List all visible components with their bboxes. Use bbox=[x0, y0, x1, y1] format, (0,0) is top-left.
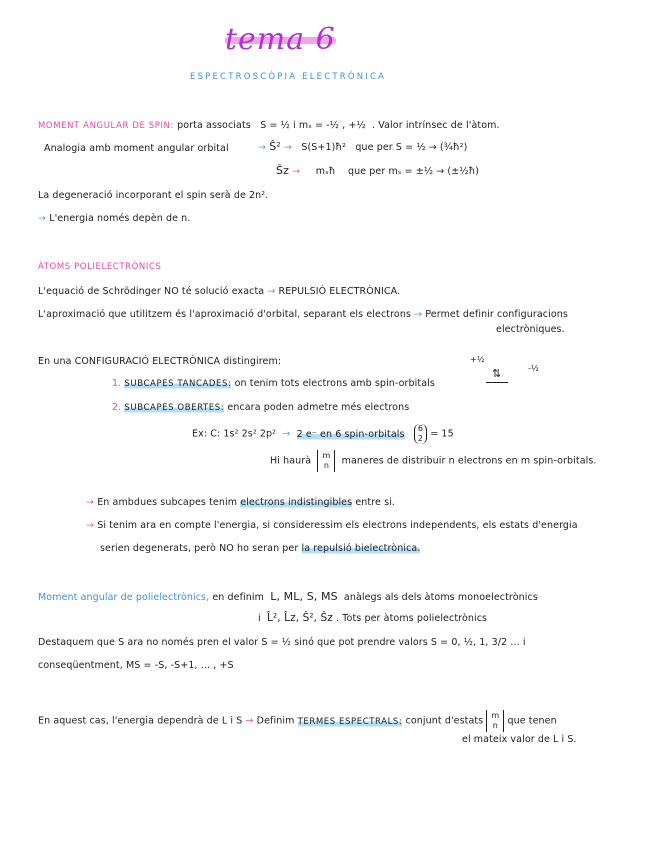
open-subshells-label: SUBCAPES OBERTES: bbox=[124, 403, 225, 413]
closed-subshells-label: SUBCAPES TANCADES: bbox=[124, 379, 232, 389]
binomial: m n bbox=[486, 710, 504, 732]
closed-subshells-line: 1. SUBCAPES TANCADES: on tenim tots electrons amb spin-orbitals bbox=[112, 378, 435, 389]
bullet-energy-cont: serien degenerats, però NO ho seran per la repulsió bielectrònica. bbox=[100, 543, 421, 554]
energy-line: → L'energia només depèn de n. bbox=[38, 213, 191, 224]
spin-values: S = ½ i mₛ = -½ , +½ bbox=[260, 120, 366, 131]
polyelectronic-heading: ÀTOMS POLIELECTRÒNICS bbox=[38, 262, 162, 272]
analogy-line: Analogia amb moment angular orbital bbox=[44, 143, 229, 154]
arrow-icon: → bbox=[258, 142, 267, 153]
spin-minus-label: -½ bbox=[528, 364, 539, 373]
arrow-icon: → bbox=[292, 166, 301, 177]
spin-line-1: MOMENT ANGULAR DE SPIN: porta associats S = ½ i mₛ = -½ , +½ . Valor intrínsec de l'àtom. bbox=[38, 120, 500, 131]
polyelectronic-angular-line-2: i L̂², L̂z, Ŝ², Ŝz . Tots per àtoms polielectrònics bbox=[258, 612, 488, 624]
sz-equation: Ŝz → mₛħ que per mₛ = ±½ → (±½ħ) bbox=[276, 164, 480, 177]
config-intro: En una CONFIGURACIÓ ELECTRÒNICA distingirem: bbox=[38, 356, 282, 367]
page-title: tema 6 bbox=[225, 22, 336, 57]
arrow-icon: → bbox=[267, 286, 276, 297]
orbital-approx-line-cont: electròniques. bbox=[496, 324, 565, 335]
carbon-example: Ex: C: 1s² 2s² 2p² → 2 e⁻ en 6 spin-orbitals 6 2 = 15 bbox=[192, 424, 454, 443]
arrow-icon: → bbox=[86, 520, 95, 531]
spectral-terms-line-cont: el mateix valor de L i S. bbox=[462, 734, 577, 745]
spin-heading: MOMENT ANGULAR DE SPIN: bbox=[38, 121, 174, 131]
degeneracy-line: La degeneració incorporant el spin serà de 2n². bbox=[38, 190, 269, 201]
spectral-terms-label: TERMES ESPECTRALS: bbox=[297, 716, 403, 727]
general-distribution-line: Hi haurà m n maneres de distribuir n electrons en m spin-orbitals. bbox=[270, 451, 597, 470]
open-subshells-line: 2. SUBCAPES OBERTES: encara poden admetre més electrons bbox=[112, 402, 410, 413]
arrow-icon: → bbox=[38, 213, 47, 224]
polyelectronic-angular-line-1: Moment angular de polielectrònics, en definim L, ML, S, MS anàlegs als dels àtoms monoelectrònics bbox=[38, 590, 538, 603]
schrodinger-line: L'equació de Schrödinger NO té solució exacta → REPULSIÓ ELECTRÒNICA. bbox=[38, 286, 401, 297]
spin-values-line: Destaquem que S ara no només pren el valor S = ½ sinó que pot prendre valors S = 0, ½, 1, 3/2 ... i bbox=[38, 637, 526, 648]
spin-plus-label: +½ bbox=[470, 355, 485, 364]
arrow-icon: → bbox=[245, 715, 254, 727]
spectral-terms-line: En aquest cas, l'energia dependrà de L i S → Definim TERMES ESPECTRALS: conjunt d'estats m n que tenen bbox=[38, 711, 557, 730]
arrow-icon: → bbox=[86, 497, 95, 508]
binomial: m n bbox=[317, 450, 335, 472]
s2-equation: → Ŝ² → S(S+1)ħ² que per S = ½ → (¾ħ²) bbox=[258, 140, 468, 153]
binomial: 6 2 bbox=[414, 424, 427, 444]
arrow-icon: → bbox=[282, 428, 291, 440]
ms-values-line: conseqüentment, MS = -S, -S+1, ... , +S bbox=[38, 660, 234, 671]
arrow-icon: → bbox=[414, 309, 423, 320]
angular-momentum-heading: Moment angular de polielectrònics, bbox=[38, 592, 210, 603]
orbital-approx-line: L'aproximació que utilitzem és l'aproximació d'orbital, separant els electrons → Permet definir configuracions bbox=[38, 309, 568, 320]
page-subtitle: ESPECTROSCÒPIA ELECTRÒNICA bbox=[190, 72, 387, 82]
arrow-icon: → bbox=[283, 142, 292, 153]
bullet-energy: → Si tenim ara en compte l'energia, si consideressim els electrons independents, els estats d'energia bbox=[86, 520, 578, 531]
bullet-indistinguishable: → En ambdues subcapes tenim electrons indistingibles entre si. bbox=[86, 497, 395, 508]
spin-pair-icon: ⇅ bbox=[486, 368, 508, 383]
